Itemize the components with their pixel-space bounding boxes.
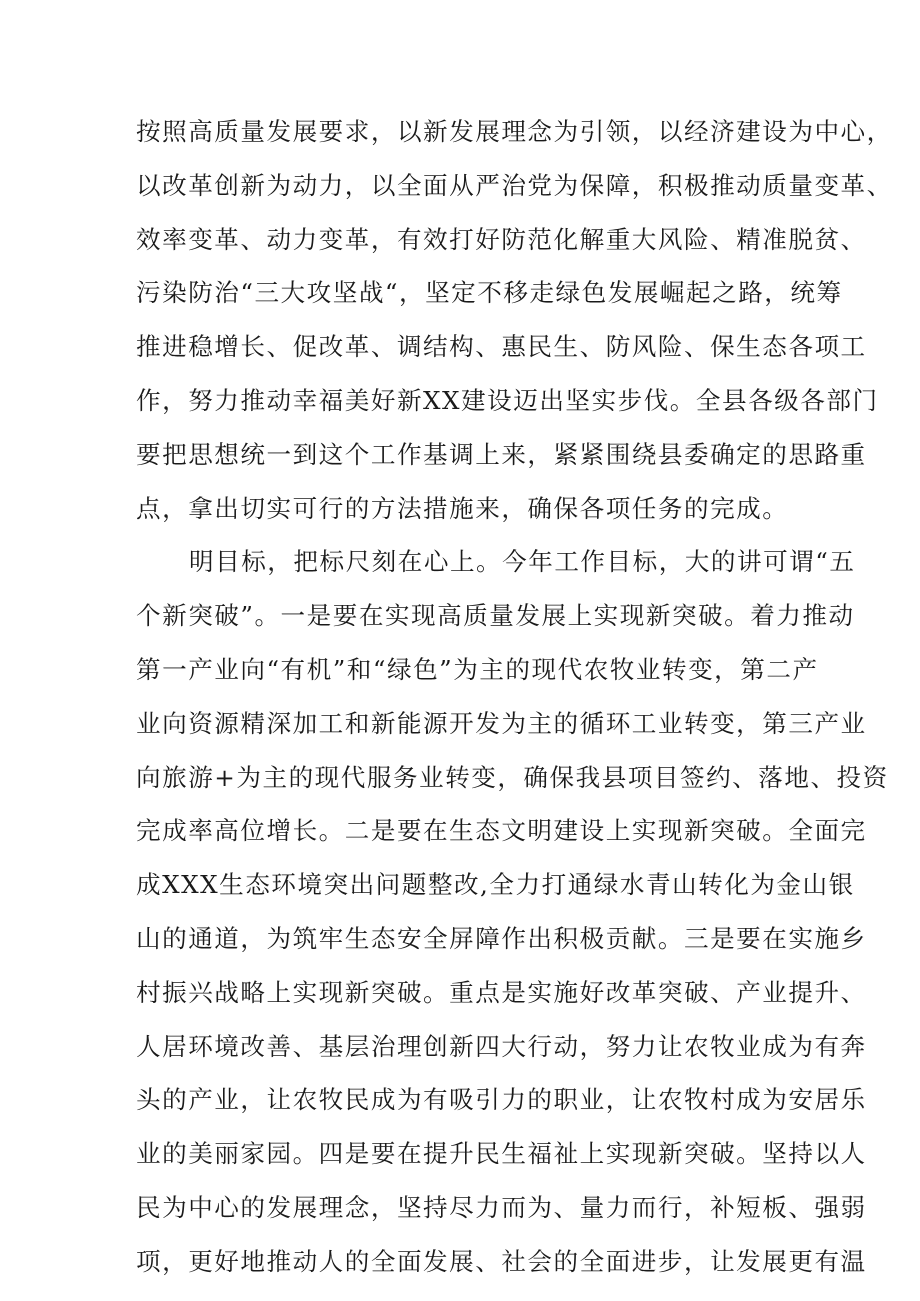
text-line: 推进稳增长、促改革、调结构、惠民生、防风险、保生态各项工 xyxy=(136,332,867,362)
text-line: 第一产业向“有机”和“绿色”为主的现代农牧业转变，第二产 xyxy=(136,654,819,684)
text-line: 以改革创新为动力，以全面从严治党为保障，积极推动质量变革、 xyxy=(136,170,893,200)
text-line: 明目标，把标尺刻在心上。今年工作目标，大的讲可谓“五 xyxy=(189,547,856,577)
text-line: 点，拿出切实可行的方法措施来，确保各项任务的完成。 xyxy=(136,493,789,523)
text-line: 山的通道，为筑牢生态安全屏障作出积极贡献。三是要在实施乡 xyxy=(136,923,867,953)
text-line: 效率变革、动力变革，有效打好防范化解重大风险、精准脱贫、 xyxy=(136,224,867,254)
text-line: 人居环境改善、基层治理创新四大行动，努力让农牧业成为有奔 xyxy=(136,1031,867,1061)
text-line: 民为中心的发展理念，坚持尽力而为、量力而行，补短板、强弱 xyxy=(136,1192,867,1222)
paragraph-continuation xyxy=(136,105,893,535)
text-line: 业向资源精深加工和新能源开发为主的循环工业转变，第三产业 xyxy=(136,708,867,738)
text-line: 作，努力推动幸福美好新XX建设迈出坚实步伐。全县各级各部门 xyxy=(136,385,879,415)
text-line: 按照高质量发展要求，以新发展理念为引领，以经济建设为中心， xyxy=(136,117,893,146)
text-line: 要把思想统一到这个工作基调上来，紧紧围绕县委确定的思路重 xyxy=(136,439,867,469)
text-line: 成XXX生态环境突出问题整改,全力打通绿水青山转化为金山银 xyxy=(136,870,855,900)
paragraph-goals xyxy=(136,535,889,1288)
text-line: 项，更好地推动人的全面发展、社会的全面进步，让发展更有温 xyxy=(136,1246,867,1276)
text-line: 完成率高位增长。二是要在生态文明建设上实现新突破。全面完 xyxy=(136,816,867,846)
text-line: 污染防治“三大攻坚战“，坚定不移走绿色发展崛起之路，统筹 xyxy=(136,278,843,308)
text-line: 向旅游+为主的现代服务业转变，确保我县项目签约、落地、投资 xyxy=(136,762,889,792)
document-body xyxy=(136,105,893,1289)
text-line: 业的美丽家园。四是要在提升民生福祉上实现新突破。坚持以人 xyxy=(136,1139,867,1169)
text-line: 头的产业，让农牧民成为有吸引力的职业，让农牧村成为安居乐 xyxy=(136,1085,867,1115)
text-line: 个新突破”。一是要在实现高质量发展上实现新突破。着力推动 xyxy=(136,601,855,631)
text-line: 村振兴战略上实现新突破。重点是实施好改革突破、产业提升、 xyxy=(136,977,867,1007)
